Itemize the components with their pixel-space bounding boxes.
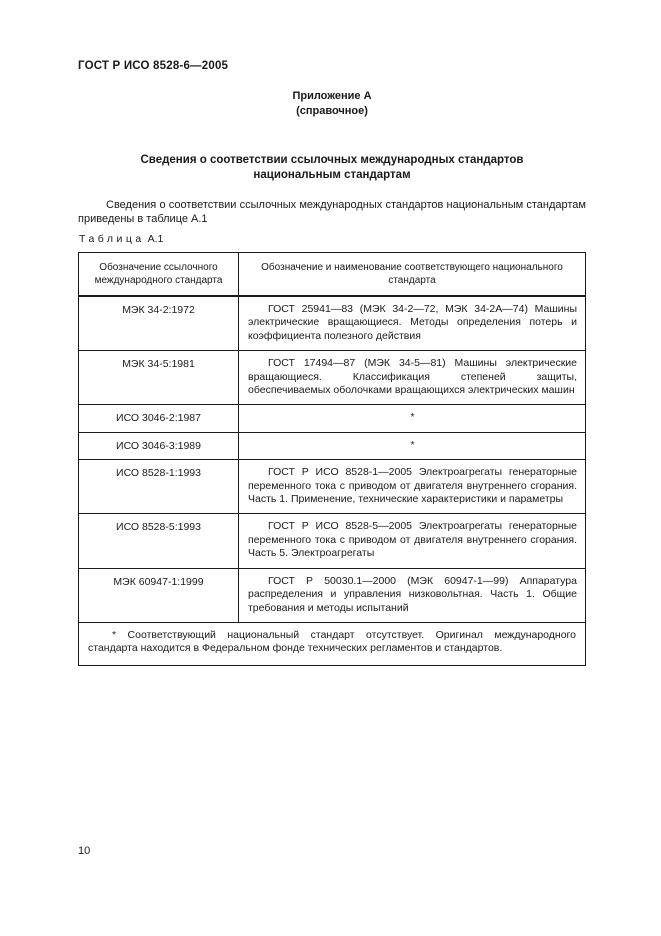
- table-row: [79, 351, 586, 405]
- table-row: [79, 568, 586, 622]
- table-caption-number: А.1: [147, 233, 164, 245]
- reference-standard-cell: ИСО 3046-2:1987: [79, 405, 239, 432]
- table-row: [79, 405, 586, 432]
- table-row: [79, 460, 586, 514]
- reference-standard-cell: МЭК 60947-1:1999: [79, 568, 239, 622]
- reference-standard-cell: ИСО 8528-5:1993: [79, 514, 239, 568]
- national-standard-cell: ГОСТ Р ИСО 8528-1—2005 Электроагрегаты генераторные переменного тока с приводом от двигателя внутреннего сгорания. Часть 1. Применение, технические характеристики и параметры: [239, 460, 586, 514]
- appendix-label: Приложение А: [292, 90, 372, 102]
- page-title-line2: национальным стандартам: [253, 169, 411, 181]
- reference-standard-cell: МЭК 34-5:1981: [79, 351, 239, 405]
- reference-standard-cell: ИСО 3046-3:1989: [79, 432, 239, 459]
- page-title: [78, 153, 586, 183]
- intro-paragraph: Сведения о соответствии ссылочных международных стандартов национальным стандартам приведены в таблице А.1: [78, 199, 586, 225]
- table-footnote-row: [79, 622, 586, 665]
- national-standard-cell: *: [239, 405, 586, 432]
- national-standard-cell: ГОСТ Р 50030.1—2000 (МЭК 60947-1—99) Аппаратура распределения и управления низковольтная. Часть 1. Общие требования и методы испытаний: [239, 568, 586, 622]
- table-row: [79, 432, 586, 459]
- table-caption-word: Таблица: [79, 233, 145, 245]
- reference-standard-cell: ИСО 8528-1:1993: [79, 460, 239, 514]
- table-row: [79, 514, 586, 568]
- appendix-type: (справочное): [296, 105, 368, 117]
- page-number: 10: [78, 845, 91, 857]
- standards-correspondence-table: [78, 252, 586, 666]
- table-footnote: * Соответствующий национальный стандарт отсутствует. Оригинал международного стандарта находится в Федеральном фонде технических регламентов и стандартов.: [79, 622, 586, 665]
- appendix-heading: [78, 89, 586, 119]
- page-title-line1: Сведения о соответствии ссылочных международных стандартов: [140, 154, 524, 166]
- header-reference-standard: Обозначение ссылочного международного стандарта: [79, 253, 239, 297]
- table-header-row: [79, 253, 586, 297]
- national-standard-cell: ГОСТ Р ИСО 8528-5—2005 Электроагрегаты генераторные переменного тока с приводом от двигателя внутреннего сгорания. Часть 5. Электроагрегаты: [239, 514, 586, 568]
- table-caption: [79, 233, 163, 245]
- reference-standard-cell: МЭК 34-2:1972: [79, 296, 239, 351]
- header-national-standard: Обозначение и наименование соответствующего национального стандарта: [239, 253, 586, 297]
- table-row: [79, 296, 586, 351]
- national-standard-cell: ГОСТ 25941—83 (МЭК 34-2—72, МЭК 34-2А—74) Машины электрические вращающиеся. Методы определения потерь и коэффициента полезного действия: [239, 296, 586, 351]
- national-standard-cell: ГОСТ 17494—87 (МЭК 34-5—81) Машины электрические вращающиеся. Классификация степеней защиты, обеспечиваемых оболочками вращающихся электрических машин: [239, 351, 586, 405]
- national-standard-cell: *: [239, 432, 586, 459]
- document-code-header: ГОСТ Р ИСО 8528-6—2005: [78, 60, 229, 72]
